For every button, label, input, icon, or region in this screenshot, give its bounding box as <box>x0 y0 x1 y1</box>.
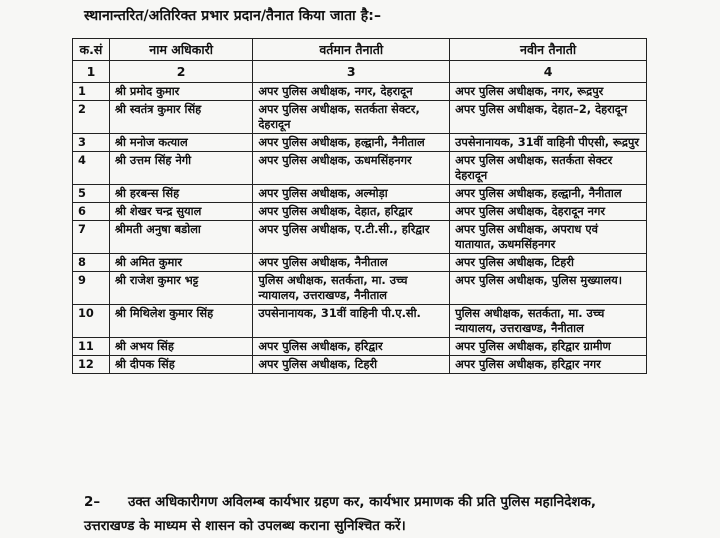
cell-serial: 2 <box>73 101 110 134</box>
table-row <box>73 134 647 152</box>
cell-officer-name: श्री मनोज कत्याल <box>109 134 252 152</box>
table-row <box>73 152 647 185</box>
cell-serial: 10 <box>73 305 110 338</box>
cell-serial: 5 <box>73 185 110 203</box>
paragraph-number: 2– <box>84 494 101 510</box>
cell-officer-name: श्री मिथिलेश कुमार सिंह <box>109 305 252 338</box>
table-row <box>73 272 647 305</box>
cell-serial: 7 <box>73 221 110 254</box>
cell-serial: 9 <box>73 272 110 305</box>
cell-new-posting: अपर पुलिस अधीक्षक, देहरादून नगर <box>450 203 647 221</box>
cell-current-posting: अपर पुलिस अधीक्षक, हरिद्वार <box>253 338 450 356</box>
table-header-row <box>73 39 647 61</box>
cell-new-posting: अपर पुलिस अधीक्षक, सतर्कता सेक्टर देहरादून <box>450 152 647 185</box>
cell-officer-name: श्रीमती अनुषा बडोला <box>109 221 252 254</box>
table-row <box>73 101 647 134</box>
header-new-posting: नवीन तैनाती <box>450 39 647 61</box>
col-number: 2 <box>109 61 252 83</box>
cell-current-posting: उपसेनानायक, 31वीं वाहिनी पी.ए.सी. <box>253 305 450 338</box>
cell-serial: 1 <box>73 83 110 101</box>
col-number: 4 <box>450 61 647 83</box>
col-number: 3 <box>253 61 450 83</box>
cell-current-posting: अपर पुलिस अधीक्षक, हल्द्वानी, नैनीताल <box>253 134 450 152</box>
cell-new-posting: अपर पुलिस अधीक्षक, हरिद्वार ग्रामीण <box>450 338 647 356</box>
cell-current-posting: अपर पुलिस अधीक्षक, सतर्कता सेक्टर, देहरादून <box>253 101 450 134</box>
cell-officer-name: श्री दीपक सिंह <box>109 356 252 374</box>
cell-officer-name: श्री अमित कुमार <box>109 254 252 272</box>
paragraph-text: उक्त अधिकारीगण अविलम्ब कार्यभार ग्रहण कर, कार्यभार प्रमाणक की प्रति पुलिस महानिदेशक, उत्तराखण्ड के माध्यम से शासन को उपलब्ध कराना सुनिश्चित करें। <box>84 494 597 534</box>
cell-officer-name: श्री राजेश कुमार भट्ट <box>109 272 252 305</box>
header-current-posting: वर्तमान तैनाती <box>253 39 450 61</box>
cell-new-posting: अपर पुलिस अधीक्षक, हल्द्वानी, नैनीताल <box>450 185 647 203</box>
transfer-table <box>72 38 647 374</box>
cell-serial: 6 <box>73 203 110 221</box>
table-row <box>73 83 647 101</box>
cell-current-posting: अपर पुलिस अधीक्षक, नैनीताल <box>253 254 450 272</box>
paragraph-2 <box>84 490 646 538</box>
cell-current-posting: अपर पुलिस अधीक्षक, नगर, देहरादून <box>253 83 450 101</box>
cell-serial: 8 <box>73 254 110 272</box>
cell-new-posting: उपसेनानायक, 31वीं वाहिनी पीएसी, रूद्रपुर <box>450 134 647 152</box>
table-row <box>73 305 647 338</box>
cell-new-posting: अपर पुलिस अधीक्षक, देहात–2, देहरादून <box>450 101 647 134</box>
cell-current-posting: अपर पुलिस अधीक्षक, ऊधमसिंहनगर <box>253 152 450 185</box>
cell-officer-name: श्री स्वतंत्र कुमार सिंह <box>109 101 252 134</box>
cell-current-posting: पुलिस अधीक्षक, सतर्कता, मा. उच्च न्यायालय, उत्तराखण्ड, नैनीताल <box>253 272 450 305</box>
cell-current-posting: अपर पुलिस अधीक्षक, ए.टी.सी., हरिद्वार <box>253 221 450 254</box>
cell-serial: 11 <box>73 338 110 356</box>
cell-new-posting: अपर पुलिस अधीक्षक, हरिद्वार नगर <box>450 356 647 374</box>
cell-officer-name: श्री शेखर चन्द्र सुयाल <box>109 203 252 221</box>
table-row <box>73 185 647 203</box>
cell-officer-name: श्री प्रमोद कुमार <box>109 83 252 101</box>
cell-new-posting: अपर पुलिस अधीक्षक, टिहरी <box>450 254 647 272</box>
cell-new-posting: पुलिस अधीक्षक, सतर्कता, मा. उच्च न्यायालय, उत्तराखण्ड, नैनीताल <box>450 305 647 338</box>
table-row <box>73 338 647 356</box>
header-serial: क.सं <box>73 39 110 61</box>
cell-serial: 12 <box>73 356 110 374</box>
intro-line: स्थानान्तरित/अतिरिक्त प्रभार प्रदान/तैनात किया जाता है:– <box>84 8 382 24</box>
cell-serial: 3 <box>73 134 110 152</box>
cell-current-posting: अपर पुलिस अधीक्षक, देहात, हरिद्वार <box>253 203 450 221</box>
table-row <box>73 254 647 272</box>
cell-current-posting: अपर पुलिस अधीक्षक, अल्मोड़ा <box>253 185 450 203</box>
col-number: 1 <box>73 61 110 83</box>
cell-new-posting: अपर पुलिस अधीक्षक, अपराध एवं यातायात, ऊधमसिंहनगर <box>450 221 647 254</box>
cell-officer-name: श्री अभय सिंह <box>109 338 252 356</box>
cell-officer-name: श्री हरबन्स सिंह <box>109 185 252 203</box>
table-row <box>73 356 647 374</box>
cell-new-posting: अपर पुलिस अधीक्षक, पुलिस मुख्यालय। <box>450 272 647 305</box>
cell-current-posting: अपर पुलिस अधीक्षक, टिहरी <box>253 356 450 374</box>
cell-officer-name: श्री उत्तम सिंह नेगी <box>109 152 252 185</box>
cell-serial: 4 <box>73 152 110 185</box>
cell-new-posting: अपर पुलिस अधीक्षक, नगर, रूद्रपुर <box>450 83 647 101</box>
table-row <box>73 221 647 254</box>
header-officer-name: नाम अधिकारी <box>109 39 252 61</box>
column-number-row <box>73 61 647 83</box>
table-row <box>73 203 647 221</box>
